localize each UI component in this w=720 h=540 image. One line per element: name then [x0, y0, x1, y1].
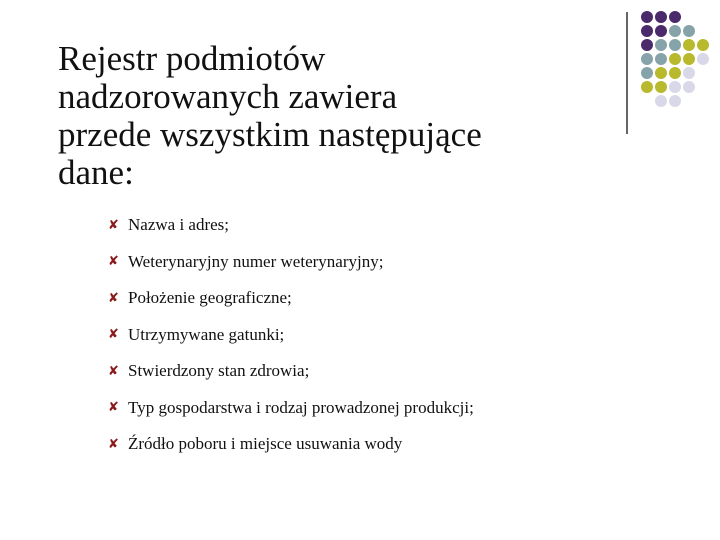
decorative-dot: [683, 81, 695, 93]
x-mark-icon: ✘: [108, 363, 119, 379]
bullet-text: Źródło poboru i miejsce usuwania wody: [128, 434, 403, 454]
decorative-dot: [641, 81, 653, 93]
decorative-dot: [683, 67, 695, 79]
bullet-item: [108, 244, 474, 281]
bullet-text: Utrzymywane gatunki;: [128, 324, 285, 344]
bullet-text: Nazwa i adres;: [128, 215, 230, 235]
decorative-dot: [683, 53, 695, 65]
decorative-dot: [655, 11, 667, 23]
decorative-dot: [669, 95, 681, 107]
x-mark-icon: ✘: [108, 436, 119, 452]
bullet-item: [108, 280, 474, 317]
x-mark-icon: ✘: [108, 327, 119, 343]
bullet-item: [108, 317, 474, 354]
bullet-item: [108, 390, 474, 427]
decorative-dot: [669, 53, 681, 65]
decorative-dot: [669, 11, 681, 23]
decorative-dot: [669, 67, 681, 79]
decorative-dot: [641, 11, 653, 23]
x-mark-icon: ✘: [108, 290, 119, 306]
decorative-dot: [683, 25, 695, 37]
decorative-dot: [641, 67, 653, 79]
decorative-dot: [655, 81, 667, 93]
decorative-dot: [683, 39, 695, 51]
decorative-dot: [655, 95, 667, 107]
bullet-text: Typ gospodarstwa i rodzaj prowadzonej produkcji;: [128, 397, 474, 417]
decorative-dot: [655, 53, 667, 65]
decorative-dot: [697, 53, 709, 65]
x-mark-icon: ✘: [108, 217, 119, 233]
decorative-dot: [697, 39, 709, 51]
x-mark-icon: ✘: [108, 400, 119, 416]
bullet-list: [108, 207, 474, 463]
decorative-dot: [669, 81, 681, 93]
decorative-dot: [655, 67, 667, 79]
bullet-item: [108, 426, 474, 463]
bullet-text: Stwierdzony stan zdrowia;: [128, 361, 310, 381]
bullet-item: [108, 207, 474, 244]
decorative-dot: [655, 25, 667, 37]
decorative-dot-grid: [620, 8, 720, 138]
decorative-dot: [641, 39, 653, 51]
x-mark-icon: ✘: [108, 254, 119, 270]
bullet-item: [108, 353, 474, 390]
decorative-dot: [655, 39, 667, 51]
decorative-dot: [641, 53, 653, 65]
decorative-dot: [641, 25, 653, 37]
slide-title: Rejestr podmiotów nadzorowanych zawiera przede wszystkim następujące dane:: [58, 39, 482, 192]
bullet-text: Weterynaryjny numer weterynaryjny;: [128, 251, 384, 271]
decorative-dot: [669, 39, 681, 51]
bullet-text: Położenie geograficzne;: [128, 288, 292, 308]
decorative-dot: [669, 25, 681, 37]
